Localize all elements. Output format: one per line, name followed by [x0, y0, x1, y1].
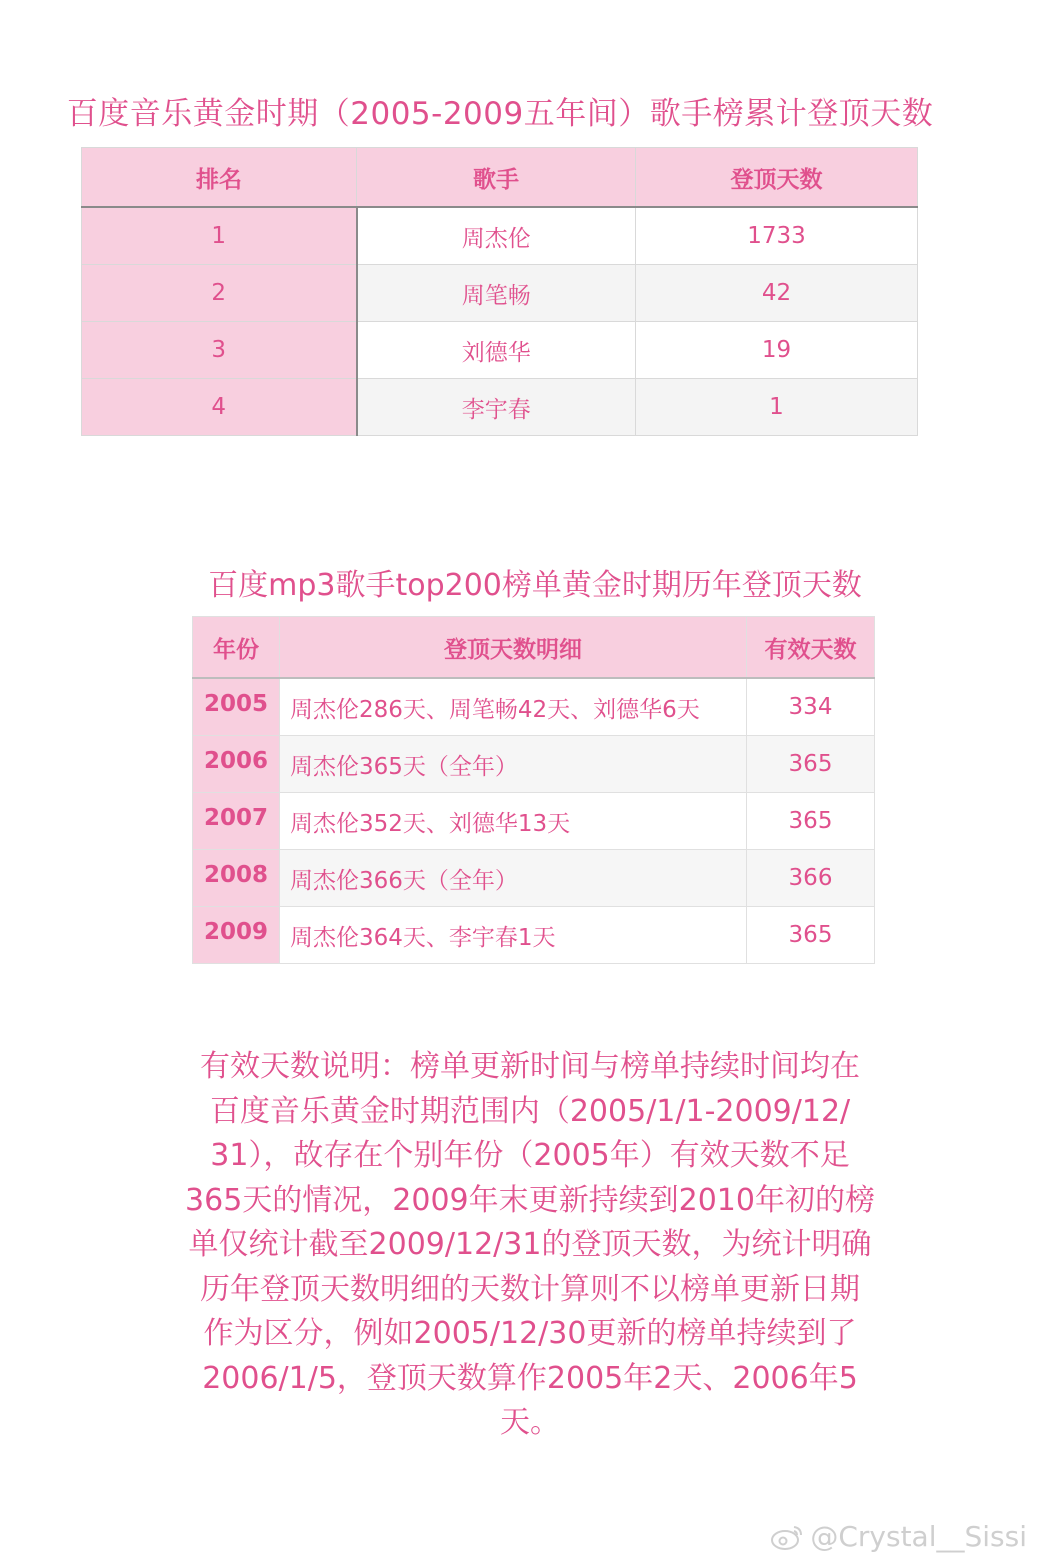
header-singer: 歌手	[357, 148, 636, 208]
note-line: 2006/1/5，登顶天数算作2005年2天、2006年5天。	[202, 1360, 858, 1440]
table-row	[82, 322, 918, 379]
yearly-detail-table	[192, 616, 875, 964]
watermark-text: @Crystal__Sissi	[810, 1520, 1027, 1553]
header-effective-days: 有效天数	[747, 617, 875, 679]
header-detail: 登顶天数明细	[280, 617, 747, 679]
chart2-title: 百度mp3歌手top200榜单黄金时期历年登顶天数	[208, 568, 862, 603]
singer-cell: 刘德华	[357, 322, 636, 379]
days-cell: 1733	[636, 207, 918, 265]
weibo-logo-icon	[770, 1523, 804, 1551]
rank-cell: 2	[82, 265, 357, 322]
year-cell: 2008	[193, 850, 280, 907]
table-header-row	[193, 617, 875, 679]
detail-cell: 周杰伦286天、周笔畅42天、刘德华6天	[280, 678, 747, 736]
note-line: 历年登顶天数明细的天数计算则不以榜单更新日期	[200, 1271, 860, 1307]
chart1-title: 百度音乐黄金时期（2005-2009五年间）歌手榜累计登顶天数	[66, 96, 934, 132]
effective-days-cell: 365	[747, 907, 875, 964]
table-row	[193, 793, 875, 850]
table-header-row	[82, 148, 918, 208]
detail-cell: 周杰伦366天（全年）	[280, 850, 747, 907]
detail-cell: 周杰伦364天、李宇春1天	[280, 907, 747, 964]
effective-days-cell: 334	[747, 678, 875, 736]
cumulative-ranking-table	[81, 147, 918, 436]
days-cell: 42	[636, 265, 918, 322]
rank-cell: 4	[82, 379, 357, 436]
year-cell: 2006	[193, 736, 280, 793]
days-cell: 19	[636, 322, 918, 379]
table-row	[193, 678, 875, 736]
days-cell: 1	[636, 379, 918, 436]
note-line: 365天的情况，2009年末更新持续到2010年初的榜	[185, 1182, 875, 1218]
rank-cell: 1	[82, 207, 357, 265]
year-cell: 2005	[193, 678, 280, 736]
year-cell: 2007	[193, 793, 280, 850]
header-year: 年份	[193, 617, 280, 679]
table-row	[193, 736, 875, 793]
effective-days-cell: 365	[747, 793, 875, 850]
note-line: 有效天数说明：榜单更新时间与榜单持续时间均在	[200, 1049, 860, 1084]
header-rank: 排名	[82, 148, 357, 208]
note-line: 作为区分，例如2005/12/30更新的榜单持续到了	[203, 1316, 857, 1351]
header-days: 登顶天数	[636, 148, 918, 208]
singer-cell: 周杰伦	[357, 207, 636, 265]
effective-days-cell: 365	[747, 736, 875, 793]
year-cell: 2009	[193, 907, 280, 964]
effective-days-cell: 366	[747, 850, 875, 907]
table-row	[193, 850, 875, 907]
singer-cell: 李宇春	[357, 379, 636, 436]
table-row	[193, 907, 875, 964]
detail-cell: 周杰伦352天、刘德华13天	[280, 793, 747, 850]
weibo-watermark	[770, 1520, 1027, 1553]
note-line: 百度音乐黄金时期范围内（2005/1/1-2009/12/	[209, 1093, 851, 1129]
note-line: 31），故存在个别年份（2005年）有效天数不足	[210, 1138, 850, 1173]
detail-cell: 周杰伦365天（全年）	[280, 736, 747, 793]
table-row	[82, 379, 918, 436]
rank-cell: 3	[82, 322, 357, 379]
note-line: 单仅统计截至2009/12/31的登顶天数，为统计明确	[188, 1227, 872, 1262]
table-row	[82, 265, 918, 322]
singer-cell: 周笔畅	[357, 265, 636, 322]
table-row	[82, 207, 918, 265]
effective-days-note	[180, 1045, 880, 1446]
